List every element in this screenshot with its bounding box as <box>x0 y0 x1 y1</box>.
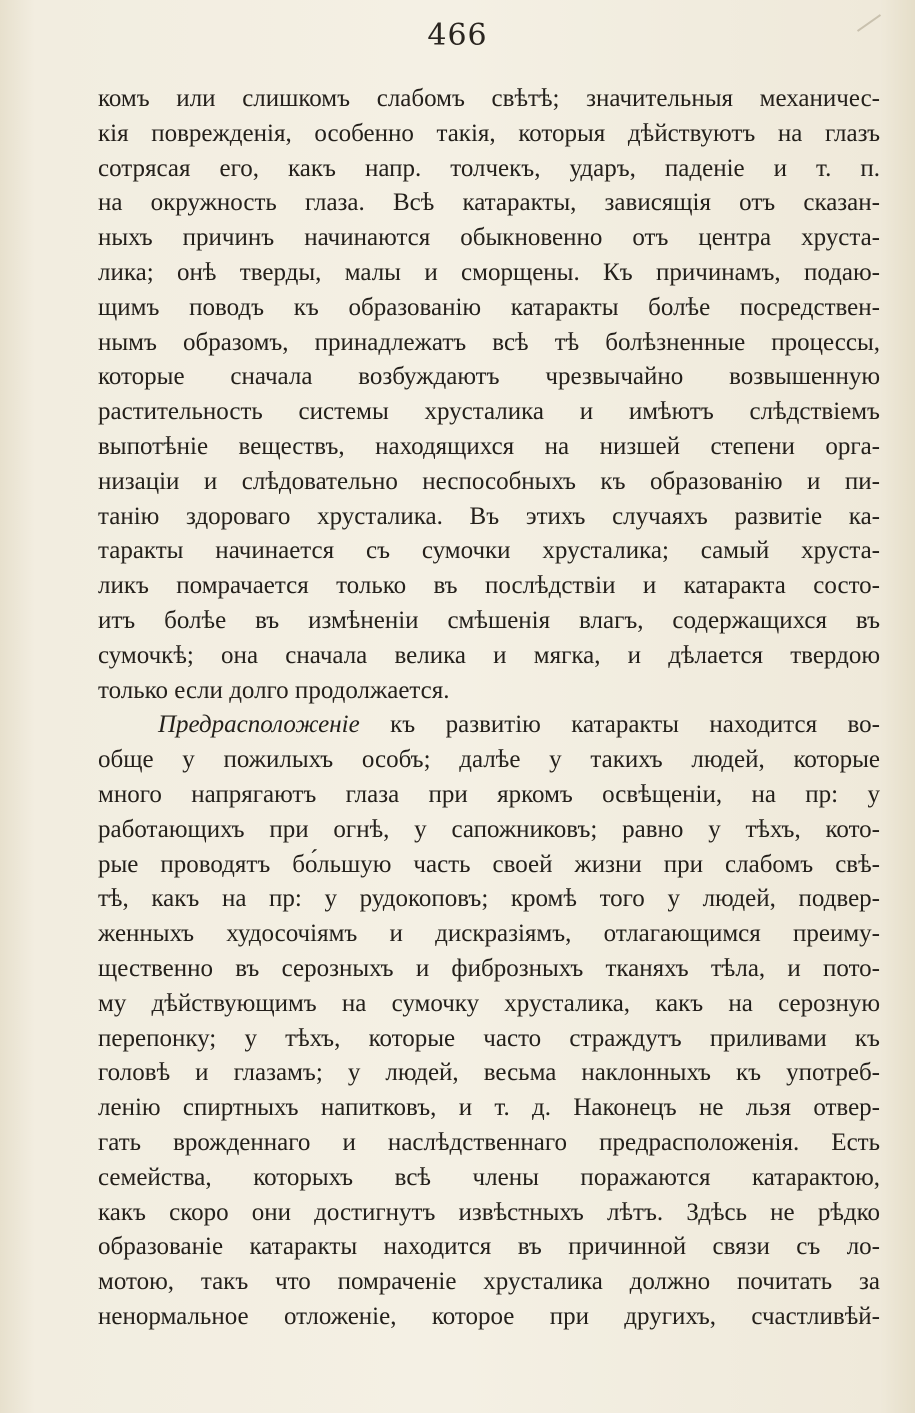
text-line: на окружность глаза. Всѣ катаракты, зависящія отъ сказан- <box>98 189 880 217</box>
text-line: ликъ помрачается только въ послѣдствіи и катаракта состо- <box>98 572 880 600</box>
text-line: нымъ образомъ, принадлежатъ всѣ тѣ болѣзненные процессы, <box>98 328 880 356</box>
text-line: танію здороваго хрусталика. Въ этихъ случаяхъ развитіе ка- <box>98 502 880 530</box>
text-line: рые проводятъ бо́льшую часть своей жизни при слабомъ свѣ- <box>98 850 880 878</box>
text-line: гать врожденнаго и наслѣдственнаго предрасположенія. Есть <box>98 1128 880 1156</box>
body-text <box>98 82 880 1335</box>
text-line: ненормальное отложеніе, которое при другихъ, счастливѣй- <box>98 1302 880 1330</box>
text-line: семейства, которыхъ всѣ члены поражаются катарактою, <box>98 1163 880 1191</box>
paragraph2-first-rest: къ развитію катаракты находится во- <box>390 711 880 739</box>
text-line: какъ скоро они достигнутъ извѣстныхъ лѣтъ. Здѣсь не рѣдко <box>98 1198 880 1226</box>
text-line: обще у пожилыхъ особъ; далѣе у такихъ людей, которые <box>98 746 880 774</box>
text-line: щимъ поводъ къ образованію катаракты болѣе посредствен- <box>98 293 880 321</box>
text-line: сумочкѣ; она сначала велика и мягка, и дѣлается твердою <box>98 641 880 669</box>
text-line: низаціи и слѣдовательно неспособныхъ къ образованію и пи- <box>98 467 880 495</box>
text-line: мотою, такъ что помраченіе хрусталика должно почитать за <box>98 1268 880 1296</box>
text-line: головѣ и глазамъ; у людей, весьма наклонныхъ къ употреб- <box>98 1059 880 1087</box>
text-line: лика; онѣ тверды, малы и сморщены. Къ причинамъ, подаю- <box>98 258 880 286</box>
text-line: итъ болѣе въ измѣненіи смѣшенія влагъ, содержащихся въ <box>98 606 880 634</box>
text-line: му дѣйствующимъ на сумочку хрусталика, какъ на серозную <box>98 989 880 1017</box>
text-line: работающихъ при огнѣ, у сапожниковъ; равно у тѣхъ, кото- <box>98 815 880 843</box>
text-line: комъ или слишкомъ слабомъ свѣтѣ; значительныя механичес- <box>98 85 880 112</box>
text-line: образованіе катаракты находится въ причинной связи съ ло- <box>98 1233 880 1261</box>
text-line: ленію спиртныхъ напитковъ, и т. д. Наконецъ не льзя отвер- <box>98 1094 880 1122</box>
text-line: щественно въ серозныхъ и фиброзныхъ тканяхъ тѣла, и пото- <box>98 954 880 982</box>
paragraph2-first-line <box>98 708 880 743</box>
text-line: сотрясая его, какъ напр. толчекъ, ударъ, паденіе и т. п. <box>98 154 880 182</box>
text-line: кія поврежденія, особенно такія, которыя дѣйствуютъ на глазъ <box>98 119 880 147</box>
text-line: тѣ, какъ на пр: у рудокоповъ; кромѣ того у людей, подвер- <box>98 885 880 913</box>
text-line: ныхъ причинъ начинаются обыкновенно отъ центра хруста- <box>98 224 880 252</box>
page-number: 466 <box>427 18 488 53</box>
text-line: только если долго продолжается. <box>98 676 450 704</box>
italic-term: Предрасположеніе <box>158 711 360 739</box>
text-line: много напрягаютъ глаза при яркомъ освѣщеніи, на пр: у <box>98 780 880 808</box>
text-line: выпотѣніе веществъ, находящихся на низшей степени орга- <box>98 432 880 460</box>
text-line: перепонку; у тѣхъ, которые часто страждутъ приливами къ <box>98 1024 880 1052</box>
text-line: которые сначала возбуждаютъ чрезвычайно возвышенную <box>98 363 880 391</box>
text-line: растительность системы хрусталика и имѣютъ слѣдствіемъ <box>98 398 880 426</box>
text-line: женныхъ худосочіямъ и дискразіямъ, отлагающимся преиму- <box>98 920 880 948</box>
text-line: таракты начинается съ сумочки хрусталика; самый хруста- <box>98 537 880 565</box>
